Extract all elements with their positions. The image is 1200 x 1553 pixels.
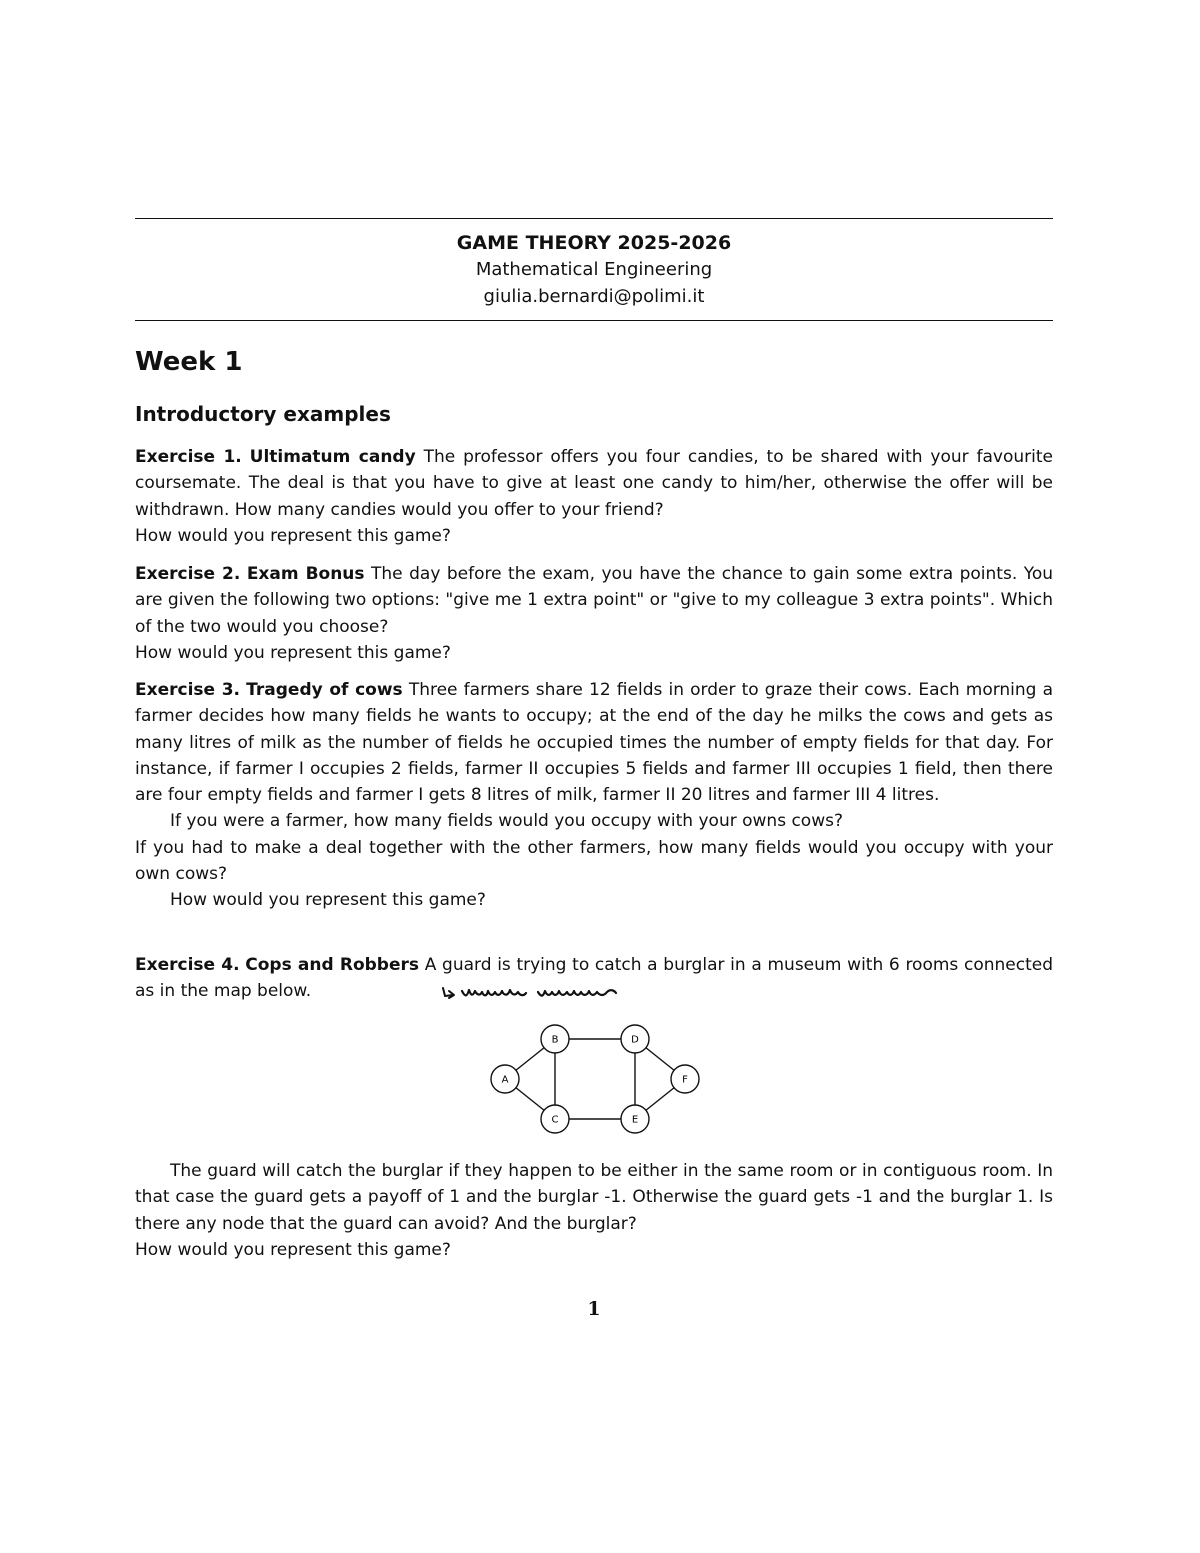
exercise-1-body: The professor offers you four candies, to be shared with your favourite coursemate. The deal is that you have to give at least one candy to him/her, otherwise the offer will be withdrawn. How many candies would you offer to your friend?: [135, 447, 1054, 520]
museum-map-graph: [480, 1018, 720, 1140]
course-title: GAME THEORY 2025-2026: [456, 232, 732, 254]
exercise-1-title: Ultimatum candy: [249, 447, 416, 467]
exercise-3-body: Three farmers share 12 fields in order to graze their cows. Each morning a farmer decides how many fields he wants to occupy; at the end of the day he milks the cows and gets as many litres of milk as the number of fields he occupied times the number of empty fields for that day. For instance, if farmer I occupies 2 fields, farmer II occupies 5 fields and farmer III occupies 1 field, then there are four empty fields and farmer I gets 8 litres of milk, farmer II 20 litres and farmer III 4 litres.: [135, 680, 1054, 806]
exercise-2: [135, 561, 1053, 666]
graph-node-label-C: C: [551, 1114, 559, 1126]
exercise-4-outcome: The guard will catch the burglar if they happen to be either in the same room or in contiguous room. In that case the guard gets a payoff of 1 and the burglar -1. Otherwise the guard gets -1 and the burglar 1. Is there any node that the guard can avoid? And the burglar?: [135, 1161, 1053, 1234]
exercise-2-body: The day before the exam, you have the chance to gain some extra points. You are given the following two options: "give me 1 extra point" or "give to my colleague 3 extra points". Which of the two would you choose?: [135, 564, 1054, 637]
exercise-1: [135, 444, 1053, 549]
exercise-3: [135, 677, 1053, 914]
graph-node-label-A: A: [501, 1074, 509, 1086]
graph-edges: [516, 1039, 674, 1119]
exercise-3-title: Tragedy of cows: [246, 680, 403, 700]
exercise-4-after-text: [135, 1158, 1053, 1237]
exercise-3-label: Exercise 3.: [135, 680, 240, 700]
exercise-4-body: A guard is trying to catch a burglar in a museum with 6 rooms connected as in the map below.: [135, 955, 1053, 1002]
week-title: Week 1: [135, 347, 243, 377]
graph-node-label-B: B: [551, 1034, 559, 1046]
exercise-1-intro: [135, 447, 1053, 520]
author-email: giulia.bernardi@polimi.it: [483, 286, 705, 307]
graph-nodes: [491, 1025, 699, 1133]
graph-edge-D-F: [646, 1048, 674, 1071]
exercise-4-question-block: [135, 1237, 1053, 1263]
graph-edge-E-F: [646, 1088, 674, 1111]
section-title: Introductory examples: [135, 402, 391, 426]
graph-node-label-D: D: [631, 1034, 639, 1046]
page-number: 1: [587, 1298, 601, 1320]
handwritten-note: [440, 984, 622, 1002]
top-rule: [135, 218, 1053, 219]
exercise-2-label: Exercise 2.: [135, 564, 241, 584]
exercise-4-question: How would you represent this game?: [135, 1240, 451, 1260]
graph-node-label-E: E: [631, 1114, 639, 1126]
program-name: Mathematical Engineering: [475, 259, 713, 280]
exercise-4-title: Cops and Robbers: [245, 955, 419, 975]
exercise-1-question: How would you represent this game?: [135, 525, 451, 546]
graph-node-label-F: F: [682, 1074, 688, 1086]
bottom-rule: [135, 320, 1053, 321]
graph-edge-A-B: [516, 1048, 544, 1071]
exercise-3-question-3: How would you represent this game?: [170, 890, 486, 911]
exercise-3-intro: [135, 680, 1053, 805]
exercise-4-label: Exercise 4.: [135, 955, 240, 975]
exercise-3-question-2: If you had to make a deal together with the other farmers, how many fields would you occupy with your own cows?: [135, 837, 1053, 885]
exercise-2-title: Exam Bonus: [246, 564, 365, 584]
exercise-2-question: How would you represent this game?: [135, 642, 451, 663]
exercise-3-question-1: If you were a farmer, how many fields would you occupy with your owns cows?: [170, 811, 843, 832]
exercise-1-label: Exercise 1.: [135, 447, 242, 467]
graph-edge-A-C: [516, 1088, 544, 1111]
exercise-2-intro: [135, 564, 1053, 637]
